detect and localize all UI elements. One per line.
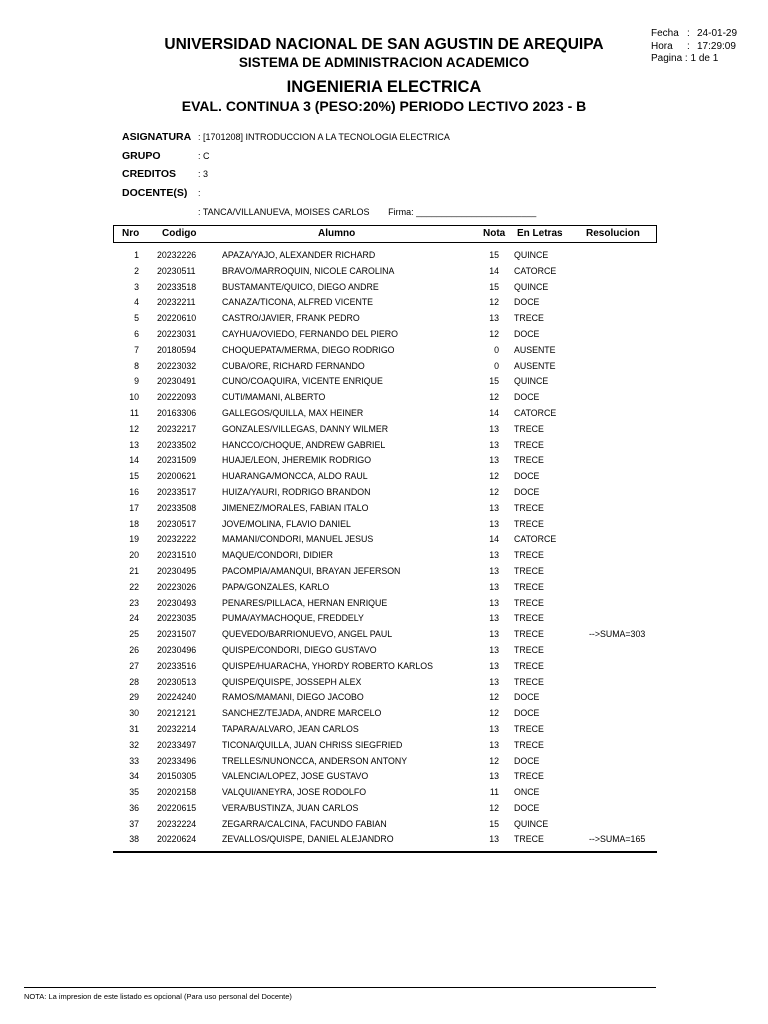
row-en-letras: TRECE bbox=[514, 771, 544, 782]
docente-name: : TANCA/VILLANUEVA, MOISES CARLOS bbox=[198, 207, 370, 217]
docente-line bbox=[198, 207, 536, 217]
footer-rule bbox=[24, 987, 656, 988]
row-alumno: TAPARA/ALVARO, JEAN CARLOS bbox=[222, 723, 359, 734]
row-nota: 13 bbox=[489, 771, 499, 782]
row-codigo: 20232214 bbox=[157, 723, 197, 734]
row-nota: 13 bbox=[489, 739, 499, 750]
header-nota: Nota bbox=[483, 228, 506, 239]
row-en-letras: TRECE bbox=[514, 439, 544, 450]
row-alumno: GONZALES/VILLEGAS, DANNY WILMER bbox=[222, 423, 389, 434]
row-codigo: 20231509 bbox=[157, 455, 197, 466]
row-alumno: HUAJE/LEON, JHEREMIK RODRIGO bbox=[222, 455, 372, 466]
row-codigo: 20200621 bbox=[157, 471, 197, 482]
row-en-letras: TRECE bbox=[514, 660, 544, 671]
table-row bbox=[113, 454, 657, 470]
row-nota: 15 bbox=[489, 281, 499, 292]
row-codigo: 20232211 bbox=[157, 297, 196, 308]
row-nota: 15 bbox=[489, 818, 499, 829]
row-nro: 3 bbox=[134, 281, 139, 292]
row-nro: 17 bbox=[129, 502, 139, 513]
table-row bbox=[113, 676, 657, 692]
row-nota: 12 bbox=[489, 692, 499, 703]
row-alumno: ZEVALLOS/QUISPE, DANIEL ALEJANDRO bbox=[222, 834, 394, 845]
row-nro: 12 bbox=[129, 423, 139, 434]
row-alumno: PACOMPIA/AMANQUI, BRAYAN JEFERSON bbox=[222, 565, 401, 576]
row-codigo: 20222093 bbox=[157, 392, 197, 403]
page-label: Pagina : bbox=[651, 53, 688, 64]
row-nro: 29 bbox=[129, 692, 139, 703]
row-nro: 15 bbox=[129, 471, 139, 482]
row-alumno: PUMA/AYMACHOQUE, FREDDELY bbox=[222, 613, 364, 624]
row-nro: 37 bbox=[129, 818, 139, 829]
table-row bbox=[113, 502, 657, 518]
table-row bbox=[113, 597, 657, 613]
time-value: 17:29:09 bbox=[697, 40, 736, 52]
row-en-letras: DOCE bbox=[514, 802, 540, 813]
row-nota: 13 bbox=[489, 597, 499, 608]
table-row bbox=[113, 360, 657, 376]
row-en-letras: DOCE bbox=[514, 297, 540, 308]
header-nro: Nro bbox=[122, 228, 140, 239]
row-alumno: JOVE/MOLINA, FLAVIO DANIEL bbox=[222, 518, 351, 529]
row-en-letras: TRECE bbox=[514, 423, 544, 434]
header-en-letras: En Letras bbox=[517, 228, 563, 239]
row-nro: 26 bbox=[129, 644, 139, 655]
row-alumno: CUBA/ORE, RICHARD FERNANDO bbox=[222, 360, 365, 371]
table-row bbox=[113, 486, 657, 502]
row-en-letras: TRECE bbox=[514, 502, 544, 513]
row-nota: 13 bbox=[489, 613, 499, 624]
row-alumno: CUNO/COAQUIRA, VICENTE ENRIQUE bbox=[222, 376, 383, 387]
row-en-letras: CATORCE bbox=[514, 407, 557, 418]
table-row bbox=[113, 265, 657, 281]
row-nro: 13 bbox=[129, 439, 139, 450]
table-row bbox=[113, 802, 657, 818]
row-nro: 27 bbox=[129, 660, 139, 671]
row-alumno: HANCCO/CHOQUE, ANDREW GABRIEL bbox=[222, 439, 386, 450]
row-codigo: 20232224 bbox=[157, 818, 197, 829]
row-en-letras: TRECE bbox=[514, 613, 544, 624]
table-row bbox=[113, 581, 657, 597]
row-nro: 16 bbox=[129, 486, 139, 497]
table-row bbox=[113, 249, 657, 265]
table-row bbox=[113, 755, 657, 771]
row-nota: 13 bbox=[489, 502, 499, 513]
row-alumno: TICONA/QUILLA, JUAN CHRISS SIEGFRIED bbox=[222, 739, 403, 750]
row-nro: 34 bbox=[129, 771, 139, 782]
row-alumno: CAYHUA/OVIEDO, FERNANDO DEL PIERO bbox=[222, 328, 398, 339]
row-en-letras: AUSENTE bbox=[514, 360, 556, 371]
row-alumno: VALQUI/ANEYRA, JOSE RODOLFO bbox=[222, 787, 367, 798]
row-en-letras: TRECE bbox=[514, 739, 544, 750]
table-bottom-rule bbox=[113, 851, 657, 853]
table-row bbox=[113, 423, 657, 439]
row-nro: 7 bbox=[134, 344, 139, 355]
row-codigo: 20230495 bbox=[157, 565, 197, 576]
table-row bbox=[113, 407, 657, 423]
docentes-value: : bbox=[198, 188, 201, 198]
row-nro: 22 bbox=[129, 581, 139, 592]
table-row bbox=[113, 628, 657, 644]
table-row bbox=[113, 818, 657, 834]
row-nota: 12 bbox=[489, 392, 499, 403]
row-alumno: HUARANGA/MONCCA, ALDO RAUL bbox=[222, 471, 368, 482]
row-codigo: 20230517 bbox=[157, 518, 197, 529]
row-en-letras: TRECE bbox=[514, 629, 544, 640]
table-row bbox=[113, 533, 657, 549]
table-row bbox=[113, 328, 657, 344]
table-row bbox=[113, 786, 657, 802]
time-label: Hora bbox=[651, 40, 673, 52]
row-nota: 14 bbox=[489, 534, 499, 545]
table-row bbox=[113, 281, 657, 297]
row-en-letras: DOCE bbox=[514, 392, 540, 403]
row-codigo: 20230513 bbox=[157, 676, 197, 687]
row-en-letras: TRECE bbox=[514, 565, 544, 576]
asignatura-value: : [1701208] INTRODUCCION A LA TECNOLOGIA ELECTRICA bbox=[198, 132, 450, 142]
row-nro: 24 bbox=[129, 613, 139, 624]
row-nota: 12 bbox=[489, 297, 499, 308]
table-row bbox=[113, 660, 657, 676]
footer-note: NOTA: La impresion de este listado es opcional (Para uso personal del Docente) bbox=[24, 992, 292, 1001]
row-nota: 11 bbox=[489, 787, 499, 798]
row-nota: 14 bbox=[489, 407, 499, 418]
row-codigo: 20223026 bbox=[157, 581, 197, 592]
row-codigo: 20223031 bbox=[157, 328, 197, 339]
table-row bbox=[113, 375, 657, 391]
row-alumno: PAPA/GONZALES, KARLO bbox=[222, 581, 330, 592]
row-en-letras: DOCE bbox=[514, 755, 540, 766]
row-en-letras: TRECE bbox=[514, 518, 544, 529]
row-alumno: VALENCIA/LOPEZ, JOSE GUSTAVO bbox=[222, 771, 369, 782]
header-codigo: Codigo bbox=[162, 228, 197, 239]
table-row bbox=[113, 833, 657, 849]
row-en-letras: CATORCE bbox=[514, 265, 557, 276]
row-alumno: QUISPE/CONDORI, DIEGO GUSTAVO bbox=[222, 644, 377, 655]
row-nota: 13 bbox=[489, 723, 499, 734]
row-nota: 12 bbox=[489, 471, 499, 482]
row-nota: 0 bbox=[494, 344, 499, 355]
row-nota: 15 bbox=[489, 250, 499, 260]
page-value: 1 de 1 bbox=[690, 53, 719, 64]
row-codigo: 20223035 bbox=[157, 613, 197, 624]
table-row bbox=[113, 612, 657, 628]
row-en-letras: DOCE bbox=[514, 328, 540, 339]
row-codigo: 20233516 bbox=[157, 660, 197, 671]
row-alumno: CHOQUEPATA/MERMA, DIEGO RODRIGO bbox=[222, 344, 395, 355]
row-nro: 4 bbox=[134, 297, 139, 308]
row-codigo: 20180594 bbox=[157, 344, 197, 355]
row-nro: 21 bbox=[129, 565, 139, 576]
row-alumno: ZEGARRA/CALCINA, FACUNDO FABIAN bbox=[222, 818, 387, 829]
row-nro: 11 bbox=[129, 407, 139, 418]
date-value: 24-01-29 bbox=[697, 28, 738, 39]
row-alumno: CUTI/MAMANI, ALBERTO bbox=[222, 392, 326, 403]
row-nro: 38 bbox=[129, 834, 139, 845]
table-row bbox=[113, 691, 657, 707]
row-alumno: TRELLES/NUNONCCA, ANDERSON ANTONY bbox=[222, 755, 408, 766]
row-nro: 5 bbox=[134, 313, 139, 324]
table-row bbox=[113, 312, 657, 328]
row-alumno: PENARES/PILLACA, HERNAN ENRIQUE bbox=[222, 597, 388, 608]
row-codigo: 20233517 bbox=[157, 486, 197, 497]
row-nro: 35 bbox=[129, 787, 139, 798]
row-en-letras: TRECE bbox=[514, 550, 544, 561]
row-nota: 13 bbox=[489, 455, 499, 466]
row-nota: 13 bbox=[489, 676, 499, 687]
row-codigo: 20230491 bbox=[157, 376, 197, 387]
row-nro: 8 bbox=[134, 360, 139, 371]
row-nro: 36 bbox=[129, 802, 139, 813]
row-alumno: MAQUE/CONDORI, DIDIER bbox=[222, 550, 333, 561]
row-nro: 33 bbox=[129, 755, 139, 766]
row-alumno: QUISPE/QUISPE, JOSSEPH ALEX bbox=[222, 676, 362, 687]
row-alumno: HUIZA/YAURI, RODRIGO BRANDON bbox=[222, 486, 371, 497]
table-row bbox=[113, 770, 657, 786]
row-codigo: 20224240 bbox=[157, 692, 197, 703]
row-nota: 13 bbox=[489, 565, 499, 576]
row-nota: 13 bbox=[489, 834, 499, 845]
row-nota: 13 bbox=[489, 423, 499, 434]
row-en-letras: AUSENTE bbox=[514, 344, 556, 355]
row-en-letras: TRECE bbox=[514, 723, 544, 734]
row-nota: 12 bbox=[489, 486, 499, 497]
row-nota: 0 bbox=[494, 360, 499, 371]
row-codigo: 20230493 bbox=[157, 597, 197, 608]
table-row bbox=[113, 391, 657, 407]
row-codigo: 20231510 bbox=[157, 550, 197, 561]
row-alumno: QUISPE/HUARACHA, YHORDY ROBERTO KARLOS bbox=[222, 660, 434, 671]
row-en-letras: DOCE bbox=[514, 486, 540, 497]
creditos-value: : 3 bbox=[198, 169, 209, 179]
row-codigo: 20233518 bbox=[157, 281, 197, 292]
evaluation-title: EVAL. CONTINUA 3 (PESO:20%) PERIODO LECTIVO 2023 - B bbox=[181, 98, 587, 114]
row-nota: 12 bbox=[489, 708, 499, 719]
row-en-letras: TRECE bbox=[514, 581, 544, 592]
row-nota: 13 bbox=[489, 439, 499, 450]
row-alumno: CANAZA/TICONA, ALFRED VICENTE bbox=[222, 297, 374, 308]
row-alumno: MAMANI/CONDORI, MANUEL JESUS bbox=[222, 534, 374, 545]
table-row bbox=[113, 439, 657, 455]
header-alumno: Alumno bbox=[318, 228, 356, 239]
row-nro: 32 bbox=[129, 739, 139, 750]
row-en-letras: QUINCE bbox=[514, 250, 549, 260]
row-en-letras: TRECE bbox=[514, 644, 544, 655]
header-resolucion: Resolucion bbox=[586, 228, 640, 239]
row-nota: 13 bbox=[489, 660, 499, 671]
table-row bbox=[113, 518, 657, 534]
row-nota: 13 bbox=[489, 629, 499, 640]
row-codigo: 20220610 bbox=[157, 313, 197, 324]
row-codigo: 20231507 bbox=[157, 629, 197, 640]
row-en-letras: DOCE bbox=[514, 471, 540, 482]
university-title bbox=[0, 36, 768, 54]
row-alumno: SANCHEZ/TEJADA, ANDRE MARCELO bbox=[222, 708, 382, 719]
grupo-value: : C bbox=[198, 151, 210, 161]
row-codigo: 20230496 bbox=[157, 644, 197, 655]
row-nota: 12 bbox=[489, 802, 499, 813]
row-nro: 30 bbox=[129, 708, 139, 719]
row-nro: 14 bbox=[129, 455, 139, 466]
row-en-letras: TRECE bbox=[514, 834, 544, 845]
row-nro: 10 bbox=[129, 392, 139, 403]
grupo-label: GRUPO bbox=[122, 150, 161, 162]
row-en-letras: TRECE bbox=[514, 455, 544, 466]
table-row bbox=[113, 707, 657, 723]
row-codigo: 20232217 bbox=[157, 423, 197, 434]
row-en-letras: TRECE bbox=[514, 597, 544, 608]
row-codigo: 20230511 bbox=[157, 265, 196, 276]
row-nro: 28 bbox=[129, 676, 139, 687]
row-alumno: QUEVEDO/BARRIONUEVO, ANGEL PAUL bbox=[222, 629, 393, 640]
row-nota: 13 bbox=[489, 313, 499, 324]
table-row bbox=[113, 296, 657, 312]
row-codigo: 20212121 bbox=[157, 708, 197, 719]
table-row bbox=[113, 470, 657, 486]
row-nota: 13 bbox=[489, 518, 499, 529]
row-nota: 13 bbox=[489, 581, 499, 592]
table-row bbox=[113, 549, 657, 565]
row-alumno: JIMENEZ/MORALES, FABIAN ITALO bbox=[222, 502, 369, 513]
row-nro: 19 bbox=[129, 534, 139, 545]
student-list bbox=[113, 249, 657, 849]
row-nota: 12 bbox=[489, 328, 499, 339]
row-codigo: 20220624 bbox=[157, 834, 197, 845]
row-codigo: 20163306 bbox=[157, 407, 197, 418]
row-nota: 15 bbox=[489, 376, 499, 387]
row-codigo: 20232226 bbox=[157, 250, 197, 260]
docentes-label: DOCENTE(S) bbox=[122, 187, 188, 199]
row-codigo: 20223032 bbox=[157, 360, 197, 371]
university-title-text: UNIVERSIDAD NACIONAL DE SAN AGUSTIN DE AREQUIPA bbox=[164, 36, 604, 53]
row-codigo: 20233496 bbox=[157, 755, 197, 766]
row-resolucion: -->SUMA=303 bbox=[589, 629, 646, 640]
row-codigo: 20233502 bbox=[157, 439, 197, 450]
table-row bbox=[113, 565, 657, 581]
school-title: INGENIERIA ELECTRICA bbox=[286, 78, 482, 96]
row-codigo: 20233508 bbox=[157, 502, 197, 513]
row-alumno: VERA/BUSTINZA, JUAN CARLOS bbox=[222, 802, 359, 813]
row-alumno: BUSTAMANTE/QUICO, DIEGO ANDRE bbox=[222, 281, 379, 292]
row-en-letras: ONCE bbox=[514, 787, 540, 798]
row-codigo: 20150305 bbox=[157, 771, 197, 782]
row-alumno: APAZA/YAJO, ALEXANDER RICHARD bbox=[222, 250, 376, 260]
date-label: Fecha bbox=[651, 28, 679, 39]
row-en-letras: CATORCE bbox=[514, 534, 557, 545]
row-resolucion: -->SUMA=165 bbox=[589, 834, 646, 845]
row-alumno: RAMOS/MAMANI, DIEGO JACOBO bbox=[222, 692, 364, 703]
row-nota: 13 bbox=[489, 550, 499, 561]
row-nota: 13 bbox=[489, 644, 499, 655]
row-codigo: 20220615 bbox=[157, 802, 197, 813]
row-nro: 18 bbox=[129, 518, 139, 529]
asignatura-label: ASIGNATURA bbox=[122, 131, 192, 143]
system-title: SISTEMA DE ADMINISTRACION ACADEMICO bbox=[238, 55, 530, 70]
row-en-letras: QUINCE bbox=[514, 818, 549, 829]
table-row bbox=[113, 344, 657, 360]
creditos-label: CREDITOS bbox=[122, 168, 177, 180]
row-nro: 1 bbox=[134, 250, 139, 260]
table-row bbox=[113, 739, 657, 755]
row-en-letras: DOCE bbox=[514, 692, 540, 703]
row-alumno: GALLEGOS/QUILLA, MAX HEINER bbox=[222, 407, 364, 418]
table-row bbox=[113, 723, 657, 739]
table-header bbox=[113, 225, 657, 243]
signature-line: Firma: ________________________ bbox=[388, 207, 537, 217]
row-nro: 23 bbox=[129, 597, 139, 608]
row-nro: 31 bbox=[129, 723, 139, 734]
row-alumno: CASTRO/JAVIER, FRANK PEDRO bbox=[222, 313, 360, 324]
row-nro: 25 bbox=[129, 629, 139, 640]
row-en-letras: QUINCE bbox=[514, 281, 549, 292]
row-nro: 20 bbox=[129, 550, 139, 561]
row-nro: 6 bbox=[134, 328, 139, 339]
row-en-letras: TRECE bbox=[514, 313, 544, 324]
row-nro: 9 bbox=[134, 376, 139, 387]
row-en-letras: DOCE bbox=[514, 708, 540, 719]
row-nota: 14 bbox=[489, 265, 499, 276]
row-nro: 2 bbox=[134, 265, 139, 276]
time-colon: : bbox=[687, 40, 690, 52]
table-row bbox=[113, 644, 657, 660]
row-alumno: BRAVO/MARROQUIN, NICOLE CAROLINA bbox=[222, 265, 395, 276]
row-codigo: 20232222 bbox=[157, 534, 197, 545]
row-nota: 12 bbox=[489, 755, 499, 766]
date-colon: : bbox=[687, 28, 690, 39]
row-codigo: 20202158 bbox=[157, 787, 197, 798]
row-en-letras: QUINCE bbox=[514, 376, 549, 387]
row-en-letras: TRECE bbox=[514, 676, 544, 687]
row-codigo: 20233497 bbox=[157, 739, 197, 750]
